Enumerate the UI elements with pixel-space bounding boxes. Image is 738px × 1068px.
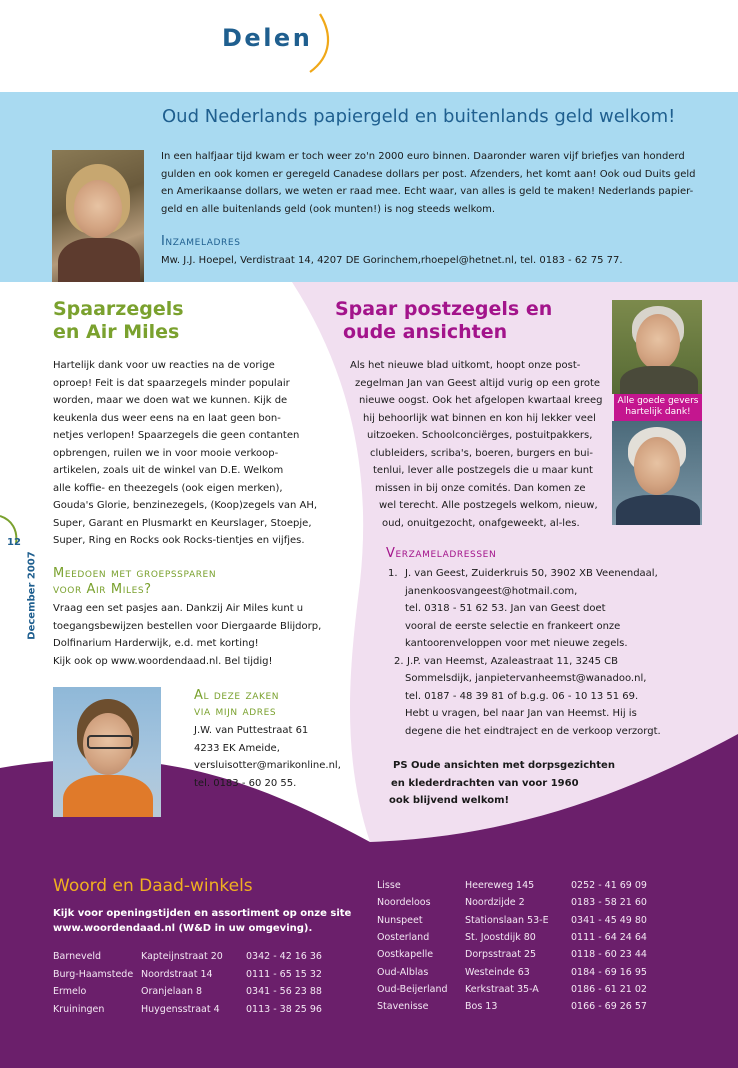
left-line: worden, maar we doen wat we kunnen. Kijk de [53,395,288,406]
left-address-line: 4233 EK Ameide, [194,742,280,754]
right-line: wel terecht. Alle postzegels welkom, nieuw, [379,500,598,511]
shop-phone: 0166 - 69 26 57 [571,1001,647,1013]
right-heading-line-1: Spaar postzegels en [335,298,553,320]
address-line: vooral de eerste selectie en frankeert onze [405,620,621,632]
right-line: zegelman Jan van Geest altijd vurig op een grote [355,377,601,389]
shop-street: Kerkstraat 35-A [465,983,539,995]
ps-line: en klederdrachten van voor 1960 [391,777,579,789]
shop-street: Westeinde 63 [465,966,530,978]
left-line: artikelen, zoals uit de winkel van D.E. Welkom [53,465,284,476]
left-address-heading-line-2: via mijn adres [194,704,277,719]
photo-caption-line: Alle goede gevers [617,396,699,406]
left-sub-line: Dolfinarium Harderwijk, e.d. met korting! [53,638,259,649]
shops-list-right [377,880,717,1020]
photo-man-top [612,300,702,394]
photo-caption [614,394,702,421]
left-line: Super, Garant en Plusmarkt en Keurslager, Stoepje, [53,517,312,529]
photo-woman-glasses [53,687,161,817]
left-line: netjes verlopen! Spaarzegels die geen contanten [53,430,300,441]
left-address-line: J.W. van Puttestraat 61 [194,725,309,736]
shops-title: Woord en Daad-winkels [53,876,253,896]
shop-phone: 0111 - 65 15 32 [246,968,322,980]
left-address [194,722,341,792]
shop-street: Kapteijnstraat 20 [141,951,223,962]
notice-line: In een halfjaar tijd kwam er toch weer zo'n 2000 euro binnen. Daaronder waren vijf briefjes van honderd [161,151,685,162]
shop-street: Heereweg 145 [465,880,535,891]
address-line: tel. 0187 - 48 39 81 of b.g.g. 06 - 10 13 51 69. [405,690,639,702]
shop-phone: 0184 - 69 16 95 [571,966,647,978]
shop-street: Huygensstraat 4 [141,1003,220,1015]
shop-city: Oud-Alblas [377,966,429,978]
shops-list-left [53,951,353,1031]
address-number: 1. [388,568,398,579]
notice-line: en Amerikaanse dollars, we weten er raad mee. Echt waar, van alles is geld te maken! Nederlands papier- [161,186,694,197]
shop-city: Oostkapelle [377,949,434,961]
left-subheading-line-1: Meedoen met groepssparen [53,566,217,581]
shop-street: Stationslaan 53-E [465,914,549,926]
right-line: hij behoorlijk wat binnen en kon hij lekker veel [363,412,596,424]
photo-man-bottom [612,421,702,525]
left-heading-line-2: en Air Miles [53,321,180,343]
left-address-line: versluisotter@marikonline.nl, [194,760,341,771]
shop-phone: 0183 - 58 21 60 [571,897,647,909]
left-line: oproep! Feit is dat spaarzegels minder populair [53,377,290,389]
left-line: alle koffie- en theezegels (ook eigen merken), [53,482,283,494]
shop-city: Oud-Beijerland [377,983,448,995]
address-line: janenkoosvangeest@hotmail.com, [405,585,578,597]
shop-city: Nunspeet [377,914,423,926]
left-line: Super, Ring en Rocks ook Rocks-tientjes en vijfjes. [53,535,305,546]
right-line: missen in bij onze comités. Dan komen ze [375,482,586,494]
shop-city: Kruiningen [53,1003,105,1015]
address-number: 2. [394,655,404,667]
right-line: tenlui, lever alle postzegels die u maar kunt [373,465,593,476]
shops-intro-line: Kijk voor openingstijden en assortiment op onze site [53,908,352,919]
left-sub-line: Kijk ook op www.woordendaad.nl. Bel tijdig! [53,655,273,667]
address-list [386,565,706,745]
shop-phone: 0113 - 38 25 96 [246,1003,322,1015]
left-heading-line-1: Spaarzegels [53,298,184,320]
shop-street: St. Joostdijk 80 [465,931,536,943]
notice-line: geld en alle buitenlands geld (ook munten!) is nog steeds welkom. [161,203,496,215]
notice-line: gulden en ook komen er geregeld Canadese dollars per post. Afzenders, het komt aan! Ook oud Duits geld [161,168,696,180]
shop-phone: 0341 - 56 23 88 [246,986,322,998]
right-body [350,357,602,532]
notice-body [161,148,696,218]
shop-street: Oranjelaan 8 [141,986,203,998]
notice-heading: Oud Nederlands papiergeld en buitenlands geld welkom! [162,106,676,127]
shop-street: Noordzijde 2 [465,897,525,909]
left-line: Gouda's Glorie, benzinezegels, (Koop)zegels van AH, [53,500,318,511]
ps-line: ook blijvend welkom! [389,795,510,806]
photo-woman [52,150,144,282]
left-sub-body [53,600,321,670]
shops-intro [53,906,351,936]
address-line: Hebt u vragen, bel naar Jan van Heemst. Hij is [405,708,637,719]
shop-city: Noordeloos [377,897,431,909]
shop-phone: 0342 - 42 16 36 [246,951,322,962]
shop-phone: 0341 - 45 49 80 [571,914,647,926]
shop-city: Ermelo [53,986,87,998]
ps-line: PS Oude ansichten met dorpsgezichten [393,760,615,771]
shop-phone: 0186 - 61 21 02 [571,983,647,995]
page-title: Delen [222,24,313,52]
left-line: opbrengen, ruilen we in voor mooie verkoop- [53,447,279,459]
address-line: J. van Geest, Zuiderkruis 50, 3902 XB Veenendaal, [405,568,658,579]
shop-street: Dorpsstraat 25 [465,949,537,961]
left-sub-line: toegangsbewijzen bestellen voor Diergaarde Blijdorp, [53,620,322,632]
right-line: Als het nieuwe blad uitkomt, hoopt onze post- [350,360,581,371]
left-line: keukenla dus weer eens na en laat geen bon- [53,412,281,424]
photo-caption-line: hartelijk dank! [625,407,691,417]
left-subheading-line-2: voor Air Miles? [53,582,152,597]
page-number: 12 [7,537,21,548]
right-line: clubleiders, scriba's, boeren, burgers en bui- [370,447,593,459]
shop-city: Oosterland [377,931,430,943]
address-line: Sommelsdijk, janpietervanheemst@wanadoo.nl, [405,673,647,684]
right-line: uitzoeken. Schoolconciërges, postuitpakkers, [367,430,593,441]
notice-address-heading: Inzameladres [161,234,241,249]
ps-note [391,757,615,810]
shop-city: Barneveld [53,951,102,962]
address-line: tel. 0318 - 51 62 53. Jan van Geest doet [405,603,606,614]
address-line: kantoorenveloppen voor met nieuwe zegels. [405,638,628,649]
shop-city: Burg-Haamstede [53,968,134,980]
left-address-line: tel. 0183 - 60 20 55. [194,777,297,789]
address-line: degene die het eindtraject en de verkoop verzorgt. [405,725,661,737]
right-heading-line-2: oude ansichten [343,321,508,343]
notice-address: Mw. J.J. Hoepel, Verdistraat 14, 4207 DE Gorinchem,rhoepel@hetnet.nl, tel. 0183 - 62 75 77. [161,255,623,266]
left-line: Hartelijk dank voor uw reacties na de vorige [53,360,275,371]
shop-phone: 0111 - 64 24 64 [571,931,647,943]
right-line: oud, onuitgezocht, onafgeweekt, al-les. [382,517,580,529]
header-swoosh [306,10,336,76]
left-address-heading-line-1: Al deze zaken [194,688,280,703]
right-addresses-heading: Verzameladressen [386,546,497,561]
issue-date: December 2007 [26,551,38,640]
right-line: nieuwe oogst. Ook het afgelopen kwartaal kreeg [359,395,603,406]
left-sub-line: Vraag een set pasjes aan. Dankzij Air Miles kunt u [53,603,304,614]
shop-phone: 0118 - 60 23 44 [571,949,647,961]
shops-intro-line: www.woordendaad.nl (W&D in uw omgeving). [53,923,313,934]
shop-street: Bos 13 [465,1001,498,1013]
shop-city: Stavenisse [377,1001,429,1013]
shop-street: Noordstraat 14 [141,968,213,980]
shop-phone: 0252 - 41 69 09 [571,880,647,891]
address-line: J.P. van Heemst, Azaleastraat 11, 3245 CB [407,655,619,667]
left-body [53,357,317,550]
shop-city: Lisse [377,880,401,891]
